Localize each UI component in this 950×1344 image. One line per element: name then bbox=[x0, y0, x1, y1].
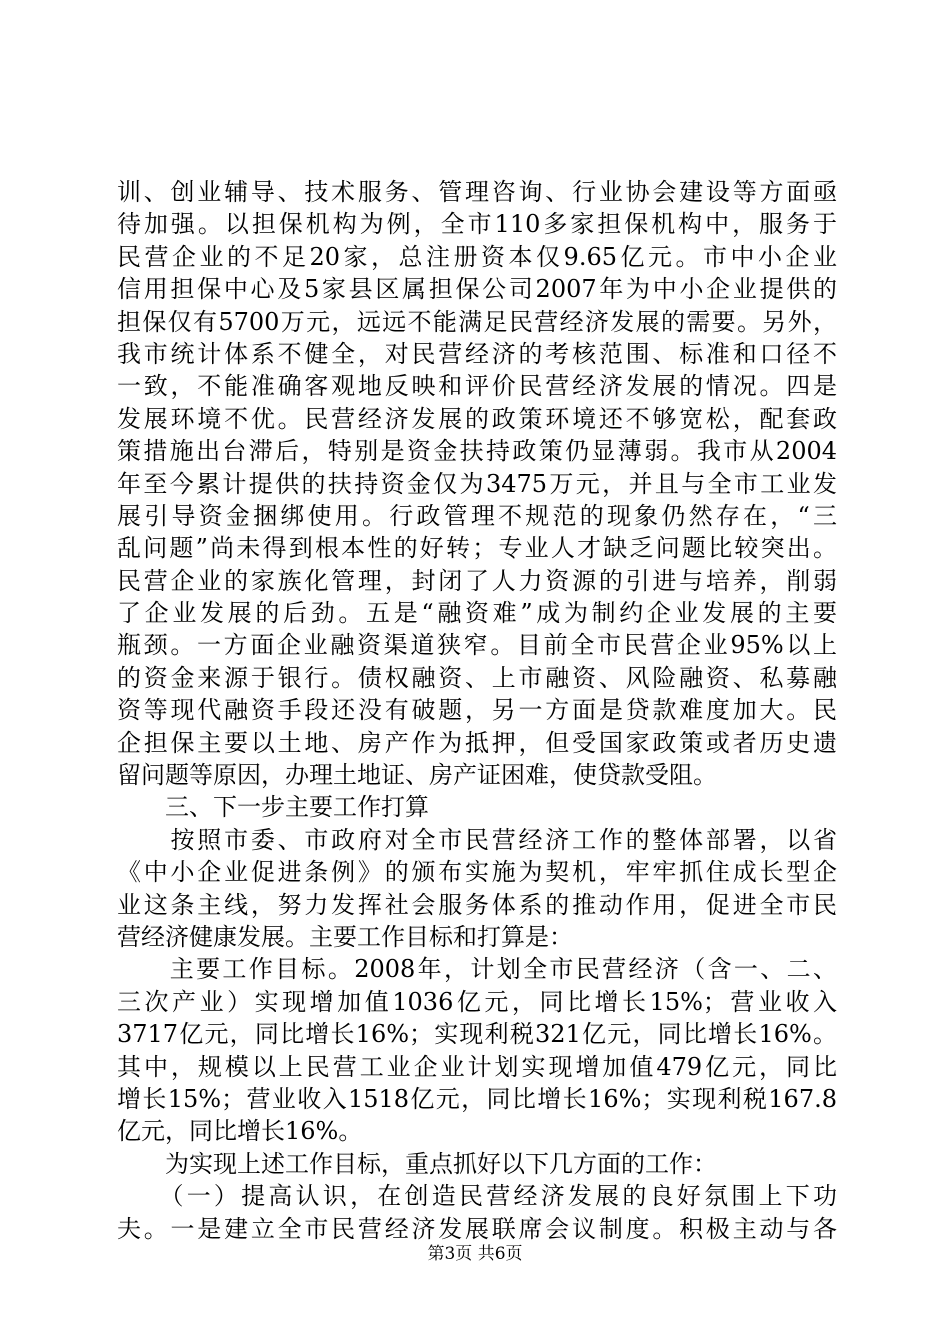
text-line: 年至今累计提供的扶持资金仅为3475万元，并且与全市工业发 bbox=[117, 469, 837, 498]
text-line: 信用担保中心及5家县区属担保公司2007年为中小企业提供的 bbox=[117, 275, 837, 304]
text-line: 业这条主线，努力发挥社会服务体系的推动作用，促进全市民 bbox=[117, 890, 837, 919]
text-line: 了企业发展的后劲。五是“融资难”成为制约企业发展的主要 bbox=[117, 599, 837, 628]
text-line: 《中小企业促进条例》的颁布实施为契机，牢牢抓住成长型企 bbox=[117, 858, 837, 887]
text-line: 按照市委、市政府对全市民营经济工作的整体部署，以省 bbox=[117, 825, 837, 854]
text-line: 三次产业）实现增加值1036亿元，同比增长15%；营业收入 bbox=[117, 987, 837, 1016]
text-line: 展引导资金捆绑使用。行政管理不规范的现象仍然存在，“三 bbox=[117, 501, 837, 530]
text-line: 待加强。以担保机构为例，全市110多家担保机构中，服务于 bbox=[117, 210, 837, 239]
text-line: 我市统计体系不健全，对民营经济的考核范围、标准和口径不 bbox=[117, 339, 837, 368]
text-line: 营经济健康发展。主要工作目标和打算是： bbox=[117, 922, 573, 951]
text-line: 发展环境不优。民营经济发展的政策环境还不够宽松，配套政 bbox=[117, 404, 837, 433]
text-line: 其中，规模以上民营工业企业计划实现增加值479亿元，同比 bbox=[117, 1052, 837, 1081]
text-line: 留问题等原因，办理土地证、房产证困难，使贷款受阻。 bbox=[117, 761, 717, 790]
text-line: （一）提高认识，在创造民营经济发展的良好氛围上下功 bbox=[117, 1182, 837, 1211]
text-line: 训、创业辅导、技术服务、管理咨询、行业协会建设等方面亟 bbox=[117, 178, 837, 206]
text-line: 乱问题”尚未得到根本性的好转；专业人才缺乏问题比较突出。 bbox=[117, 534, 837, 563]
body-text bbox=[117, 176, 837, 1245]
text-line: 的资金来源于银行。债权融资、上市融资、风险融资、私募融 bbox=[117, 663, 837, 692]
text-line: 亿元，同比增长16%。 bbox=[117, 1117, 363, 1146]
text-line: 3717亿元，同比增长16%；实现利税321亿元，同比增长16%。 bbox=[117, 1020, 837, 1049]
text-line: 企担保主要以土地、房产作为抵押，但受国家政策或者历史遗 bbox=[117, 728, 837, 757]
text-line: 夫。一是建立全市民营经济发展联席会议制度。积极主动与各 bbox=[117, 1214, 837, 1243]
text-line: 一致，不能准确客观地反映和评价民营经济发展的情况。四是 bbox=[117, 372, 837, 401]
text-line: 为实现上述工作目标，重点抓好以下几方面的工作： bbox=[117, 1149, 717, 1178]
page-footer: 第3页 共6页 bbox=[427, 1244, 523, 1264]
text-line: 担保仅有5700万元，远远不能满足民营经济发展的需要。另外， bbox=[117, 307, 837, 336]
text-line: 三、下一步主要工作打算 bbox=[117, 793, 429, 822]
text-line: 瓶颈。一方面企业融资渠道狭窄。目前全市民营企业95%以上 bbox=[117, 631, 837, 660]
text-line: 主要工作目标。2008年，计划全市民营经济（含一、二、 bbox=[117, 955, 837, 984]
text-line: 增长15%；营业收入1518亿元，同比增长16%；实现利税167.8 bbox=[117, 1084, 837, 1113]
text-line: 策措施出台滞后，特别是资金扶持政策仍显薄弱。我市从2004 bbox=[117, 437, 837, 466]
text-line: 资等现代融资手段还没有破题，另一方面是贷款难度加大。民 bbox=[117, 696, 837, 725]
text-line: 民营企业的家族化管理，封闭了人力资源的引进与培养，削弱 bbox=[117, 566, 837, 595]
text-line: 民营企业的不足20家，总注册资本仅9.65亿元。市中小企业 bbox=[117, 242, 837, 271]
